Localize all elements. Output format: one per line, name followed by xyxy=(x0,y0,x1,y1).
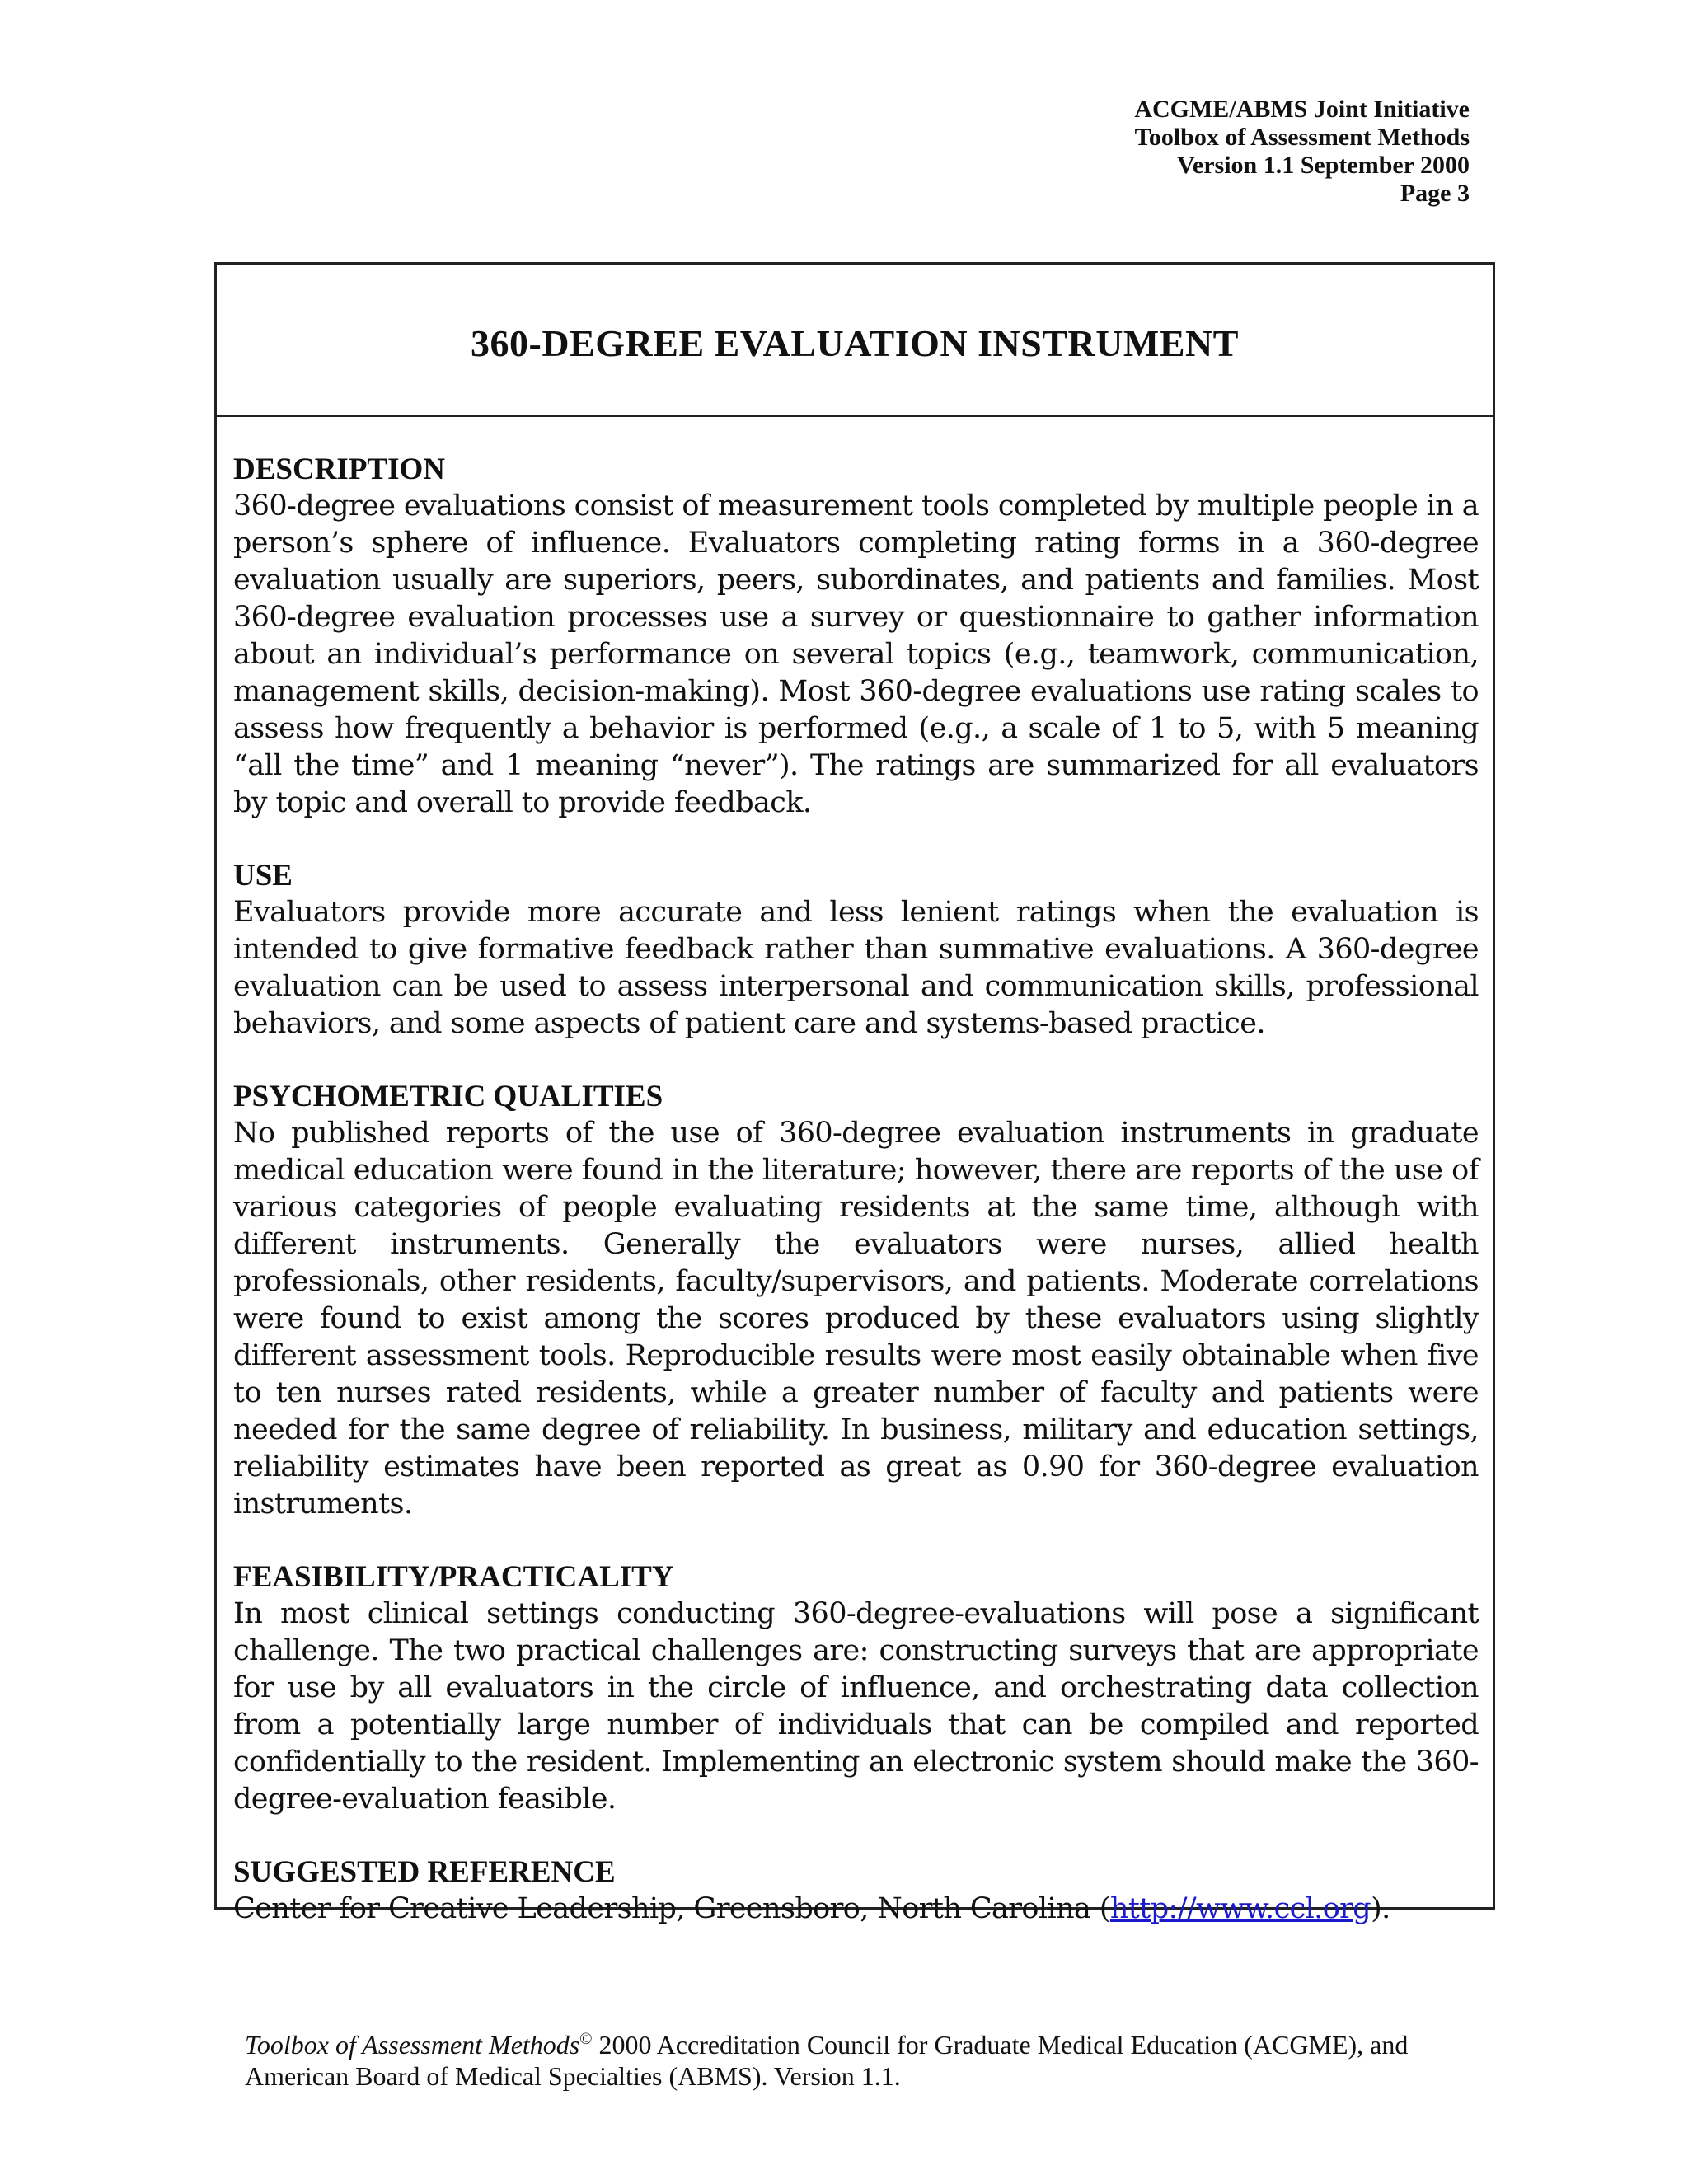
page-footer xyxy=(245,2029,1481,2092)
section-psychometric-qualities xyxy=(233,1078,1479,1523)
footer-line-1 xyxy=(245,2029,1481,2060)
section-use xyxy=(233,857,1479,1043)
section-heading: SUGGESTED REFERENCE xyxy=(233,1855,616,1889)
section-heading: FEASIBILITY/PRACTICALITY xyxy=(233,1560,674,1594)
header-initiative: ACGME/ABMS Joint Initiative xyxy=(1134,96,1470,123)
section-heading: USE xyxy=(233,859,293,893)
document-content xyxy=(233,451,1479,1963)
reference-prefix: Center for Creative Leadership, Greensboro, North Carolina ( xyxy=(233,1892,1110,1925)
title-box xyxy=(217,265,1493,417)
section-body: Evaluators provide more accurate and less lenient ratings when the evaluation is intended to give formative feedback rather than summative evaluations. A 360-degree evaluation can be used to assess interpersonal and communication skills, professional behaviors, and some aspects of patient care and systems-based practice. xyxy=(233,896,1479,1040)
section-heading: DESCRIPTION xyxy=(233,452,445,486)
header-page-number: Page 3 xyxy=(1400,180,1470,207)
header-version: Version 1.1 September 2000 xyxy=(1177,152,1470,179)
section-feasibility xyxy=(233,1558,1479,1818)
document-frame xyxy=(214,262,1495,1925)
footer-title: Toolbox of Assessment Methods xyxy=(245,2030,580,2060)
section-description xyxy=(233,451,1479,822)
reference-text xyxy=(233,1891,1479,1928)
copyright-mark: © xyxy=(579,2030,593,2048)
footer-line-2: American Board of Medical Specialties (ABMS). Version 1.1. xyxy=(245,2061,901,2091)
page-title: 360-DEGREE EVALUATION INSTRUMENT xyxy=(471,321,1239,364)
section-body: 360-degree evaluations consist of measurement tools completed by multiple people in a person’s sphere of influence. Evaluators completing rating forms in a 360-degree evaluation usually are superiors, peers, subordinates, and patients and families. Most 360-degree evaluation processes use a survey or questionnaire to gather information about an individual’s performance on several topics (e.g., teamwork, communication, management skills, decision-making). Most 360-degree evaluations use rating scales to assess how frequently a behavior is performed (e.g., a scale of 1 to 5, with 5 meaning “all the time” and 1 meaning “never”). The ratings are summarized for all evaluators by topic and overall to provide feedback. xyxy=(233,490,1479,819)
page-header xyxy=(1134,96,1470,208)
reference-suffix: ). xyxy=(1371,1892,1390,1925)
section-heading: PSYCHOMETRIC QUALITIES xyxy=(233,1080,663,1113)
reference-link[interactable]: http://www.ccl.org xyxy=(1109,1892,1372,1925)
header-toolbox: Toolbox of Assessment Methods xyxy=(1134,124,1470,151)
section-body: In most clinical settings conducting 360-degree-evaluations will pose a significant challenge. The two practical challenges are: constructing surveys that are appropriate for use by all evaluators in the circle of influence, and orchestrating data collection from a potentially large number of individuals that can be compiled and reported confidentially to the resident. Implementing an electronic system should make the 360-degree-evaluation feasible. xyxy=(233,1597,1479,1816)
section-suggested-reference xyxy=(233,1854,1479,1928)
section-body: No published reports of the use of 360-degree evaluation instruments in graduate medical education were found in the literature; however, there are reports of the use of various categories of people evaluating residents at the same time, although with different instruments. Generally the evaluators were nurses, allied health professionals, other residents, faculty/supervisors, and patients. Moderate correlations were found to exist among the scores produced by these evaluators using slightly different assessment tools. Reproducible results were most easily obtainable when five to ten nurses rated residents, while a greater number of faculty and patients were needed for the same degree of reliability. In business, military and education settings, reliability estimates have been reported as great as 0.90 for 360-degree evaluation instruments. xyxy=(233,1117,1479,1521)
footer-line-1-rest: 2000 Accreditation Council for Graduate Medical Education (ACGME), and xyxy=(592,2030,1409,2060)
